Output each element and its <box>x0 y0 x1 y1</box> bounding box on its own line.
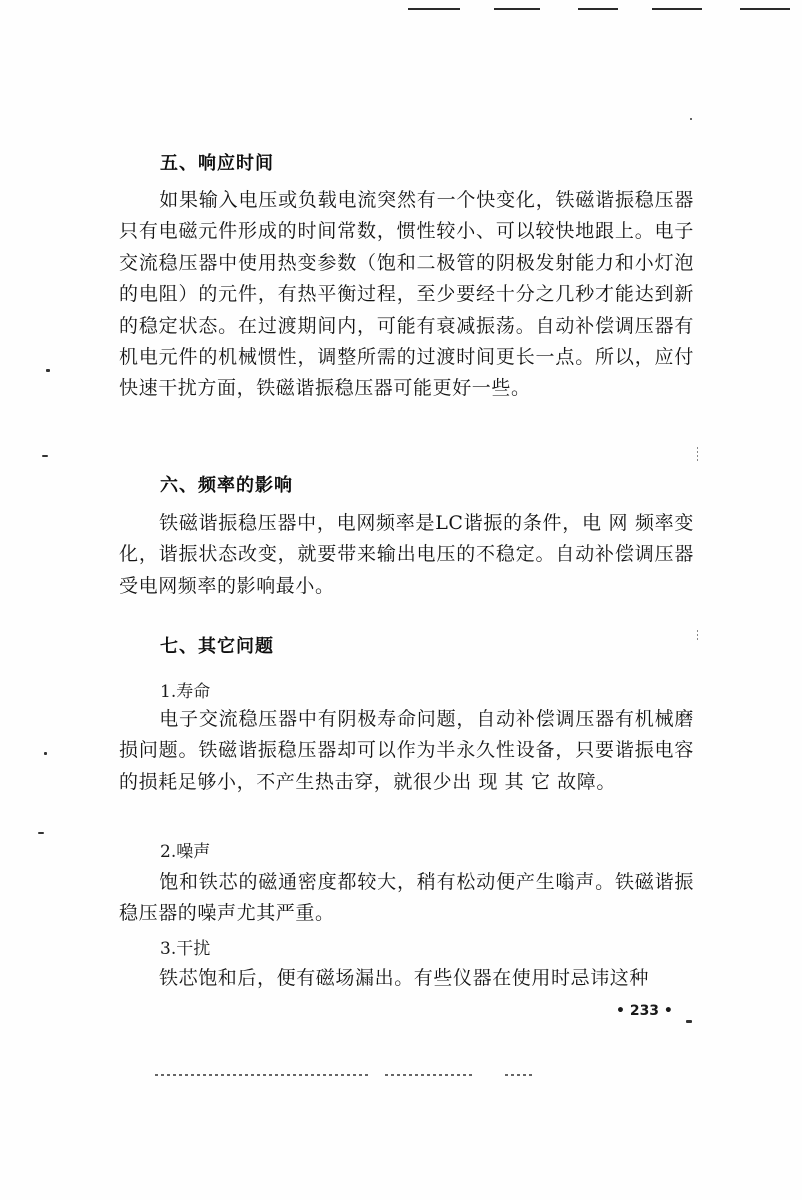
scan-speck <box>42 455 48 457</box>
bottom-scan-line <box>505 1074 533 1076</box>
section-heading-frequency-effect: 六、频率的影响 <box>160 475 293 496</box>
scan-dash-line <box>697 447 698 461</box>
paragraph-response-time: 如果输入电压或负载电流突然有一个快变化，铁磁谐振稳压器只有电磁元件形成的时间常数，惯性较小、可以较快地跟上。电子交流稳压器中使用热变参数（饱和二极管的阴极发射能力和小灯泡的电阻）的元件，有热平衡过程，至少要经十分之几秒才能达到新的稳定状态。在过渡期间内，可能有衰减振荡。自动补偿调压器有机电元件的机械惯性，调整所需的过渡时间更长一点。所以，应付快速干扰方面，铁磁谐振稳压器可能更好一些。 <box>119 189 694 400</box>
subsection-title-lifespan: 1.寿命 <box>160 682 211 702</box>
scan-speck <box>690 118 692 120</box>
paragraph-lifespan: 电子交流稳压器中有阴极寿命问题，自动补偿调压器有机械磨损问题。铁磁谐振稳压器却可以作为半永久性设备，只要谐振电容的损耗足够小，不产生热击穿，就很少出 现 其 它 故障。 <box>119 708 694 793</box>
scan-rule-mark <box>740 8 790 10</box>
scan-rule-mark <box>494 8 540 10</box>
page-number: • 233 • <box>616 1003 673 1019</box>
section-heading-response-time: 五、响应时间 <box>160 153 274 174</box>
bottom-scan-line <box>385 1074 475 1076</box>
scan-speck <box>46 369 50 372</box>
bottom-scan-line <box>155 1074 370 1076</box>
paragraph-noise: 饱和铁芯的磁通密度都较大，稍有松动便产生嗡声。铁磁谐振稳压器的噪声尤其严重。 <box>119 871 694 925</box>
scan-speck <box>44 752 47 755</box>
scan-rule-mark <box>652 8 702 10</box>
scan-speck <box>686 1020 692 1023</box>
scan-rule-mark <box>578 8 618 10</box>
subsection-title-interference: 3.干扰 <box>160 939 211 959</box>
paragraph-frequency-effect: 铁磁谐振稳压器中，电网频率是LC谐振的条件，电 网 频率变化，谐振状态改变，就要带来输出电压的不稳定。自动补偿调压器受电网频率的影响最小。 <box>119 512 694 597</box>
scan-dash-line <box>697 630 698 642</box>
scan-speck <box>38 832 44 834</box>
section-heading-other-issues: 七、其它问题 <box>160 636 274 657</box>
paragraph-interference: 铁芯饱和后，便有磁场漏出。有些仪器在使用时忌讳这种 <box>159 967 650 989</box>
scan-rule-mark <box>408 8 460 10</box>
subsection-title-noise: 2.噪声 <box>160 842 211 862</box>
